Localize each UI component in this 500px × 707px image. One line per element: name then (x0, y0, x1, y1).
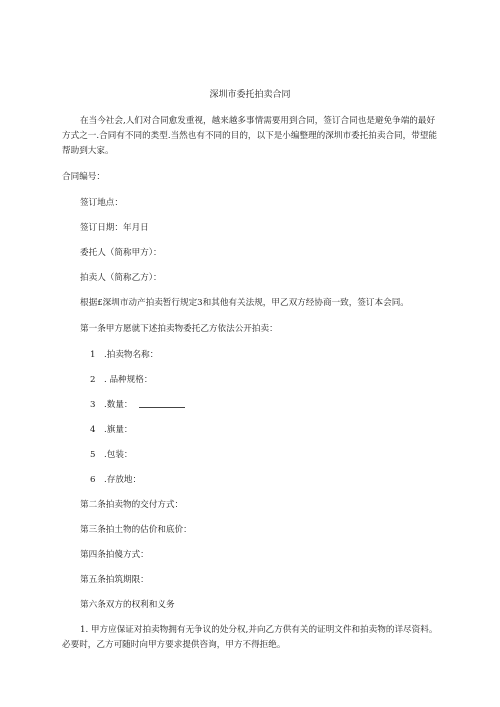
article-6: 第六条双方的权利和义务 (80, 600, 175, 610)
party-a-line: 委托人（简称甲方）： (80, 248, 162, 258)
contract-number-line: 合同编号： (62, 172, 105, 182)
list-item: 1 .拍卖物名称： (90, 350, 159, 360)
list-item: 5 .包装： (90, 450, 133, 460)
clause-6-1: 1. 甲方应保证对拍卖物拥有无争议的处分权,并向乙方供有关的证明文件和拍卖物的详尽资料。必要时，乙方可随时向甲方要求提供咨询，甲方不得拒绝。 (62, 625, 438, 650)
sign-place-line: 签订地点： (80, 198, 123, 208)
document-title: 深圳市委托拍卖合同 (209, 90, 291, 100)
blank-underline (139, 399, 185, 408)
article-1: 第一条甲方愿就下述拍卖物委托乙方依法公开拍卖： (80, 324, 278, 334)
list-item: 6 .存放地： (90, 475, 142, 485)
article-4: 第四条拍傻方式： (80, 550, 149, 560)
article-2: 第二条拍卖物的交付方式： (80, 500, 184, 510)
basis-paragraph: 根据£深圳市动产拍卖暂行规定3和其他有关法规，甲乙双方经协商一致，签订本会同。 (80, 298, 409, 308)
list-item: 2 . 品种规格： (90, 375, 153, 385)
party-b-line: 拍卖人（简称乙方）： (80, 273, 162, 283)
article-3: 第三条拍土物的估价和底价： (80, 525, 192, 535)
sign-date-line: 签订日期：年月日 (80, 223, 149, 233)
intro-paragraph: 在当今社会,人们对合同愈发重视，越来越多事情需要用到合同，签订合同也是避免争端的最好方式之一.合同有不同的类型.当然也有不同的目的，以下是小编整理的深圳市委托拍卖合同，带望能帮助到大家。 (62, 116, 437, 156)
list-item: 3 .数量： (62, 398, 438, 413)
article-5: 第五条拍筑期限： (80, 575, 149, 585)
list-item: 4 .旗量： (90, 425, 133, 435)
